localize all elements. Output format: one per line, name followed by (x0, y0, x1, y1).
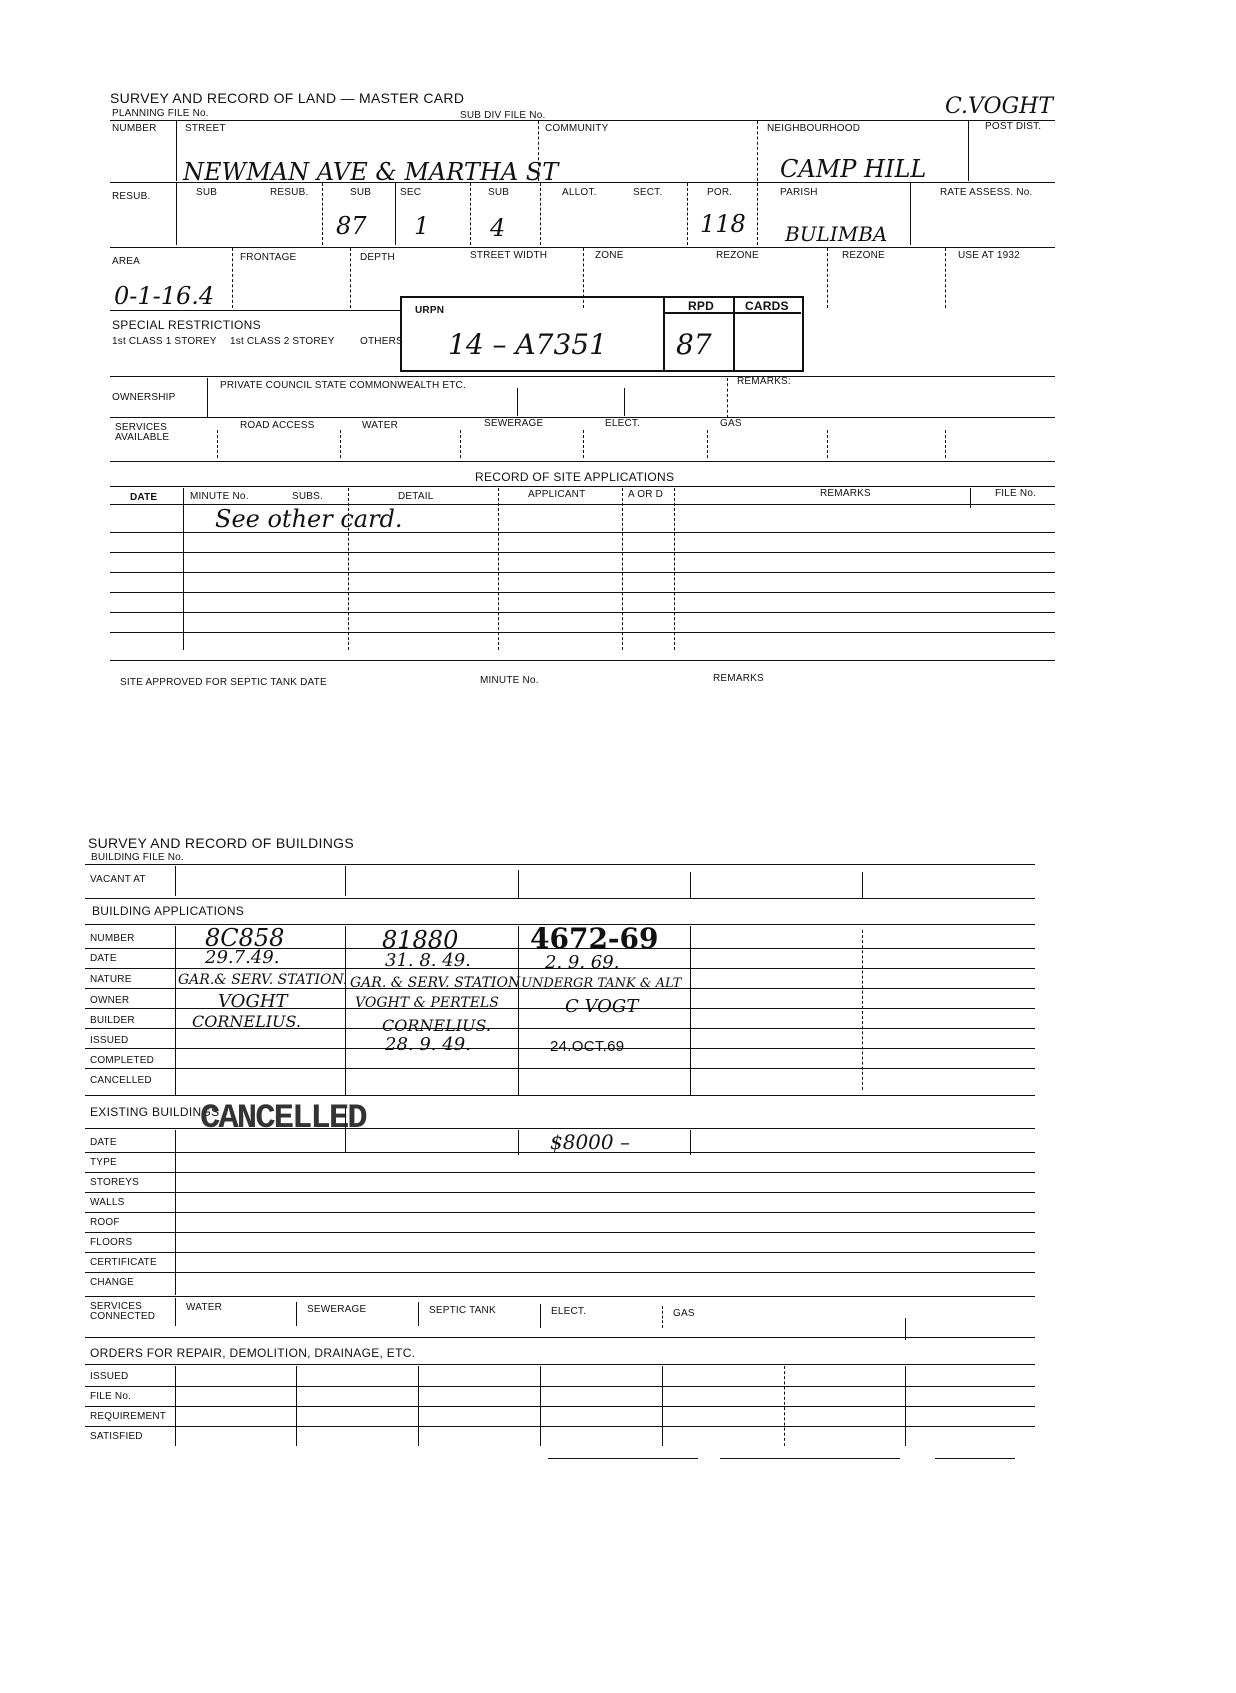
class2-label: 1st CLASS 2 STOREY (230, 336, 335, 347)
app-row-completed: COMPLETED (90, 1055, 155, 1066)
existing-title: EXISTING BUILDINGS (90, 1105, 220, 1119)
app2-nature: GAR. & SERV. STATION (350, 975, 521, 991)
planning-file-label: PLANNING FILE No. (112, 108, 209, 119)
app-row-cancelled: CANCELLED (90, 1075, 152, 1086)
sec-label: SEC (400, 187, 422, 198)
app3-number: 4672-69 (530, 922, 659, 955)
record-site-title: RECORD OF SITE APPLICATIONS (475, 470, 675, 484)
zone-label: ZONE (595, 250, 624, 261)
rate-assess-label: RATE ASSESS. No. (940, 187, 1033, 198)
order-row-file: FILE No. (90, 1391, 132, 1402)
sub-value: 87 (336, 212, 367, 240)
site-col-detail: DETAIL (398, 491, 434, 502)
elect-label: ELECT. (605, 418, 641, 429)
app2-builder: CORNELIUS. (382, 1016, 491, 1035)
app-row-nature: NATURE (90, 974, 132, 985)
rpd-value: 87 (676, 328, 712, 361)
land-card-title: SURVEY AND RECORD OF LAND — MASTER CARD (110, 90, 465, 106)
order-row-requirement: REQUIREMENT (90, 1411, 167, 1422)
existing-row-change: CHANGE (90, 1277, 134, 1288)
corner-name: C.VOGHT (945, 94, 1054, 119)
app3-nature: UNDERGR TANK & ALT (521, 976, 682, 991)
app3-owner: C VOGT (565, 996, 639, 1017)
street-value: NEWMAN AVE & MARTHA ST (183, 158, 559, 186)
sect-label: SECT. (633, 187, 663, 198)
existing-row-floors: FLOORS (90, 1237, 133, 1248)
rpd-label: RPD (688, 299, 714, 313)
resub2-label: RESUB. (270, 187, 309, 198)
existing-row-walls: WALLS (90, 1197, 125, 1208)
site-col-applicant: APPLICANT (528, 489, 586, 500)
app-row-number: NUMBER (90, 933, 135, 944)
urpn-label: URPN (415, 305, 445, 316)
existing-row-certificate: CERTIFICATE (90, 1257, 157, 1268)
street-width-label: STREET WIDTH (470, 250, 548, 261)
vacant-at-label: VACANT AT (90, 874, 146, 885)
svc-septic: SEPTIC TANK (429, 1305, 496, 1316)
cards-label: CARDS (745, 299, 789, 313)
app1-owner: VOGHT (218, 991, 288, 1012)
app2-owner: VOGHT & PERTELS (355, 995, 499, 1011)
applications-title: BUILDING APPLICATIONS (92, 904, 245, 918)
existing-row-type: TYPE (90, 1157, 117, 1168)
sub-label: SUB (196, 187, 218, 198)
class1-label: 1st CLASS 1 STOREY (112, 336, 217, 347)
remarks-label: REMARKS: (737, 376, 791, 387)
existing-row-storeys: STOREYS (90, 1177, 140, 1188)
svc-sewerage: SEWERAGE (307, 1304, 367, 1315)
building-file-label: BUILDING FILE No. (91, 852, 184, 863)
neighbourhood-value: CAMP HILL (780, 155, 927, 183)
order-row-issued: ISSUED (90, 1371, 129, 1382)
sub3-value: 4 (490, 214, 506, 242)
gas-label: GAS (720, 418, 742, 429)
parish-label: PARISH (780, 187, 818, 198)
app1-nature: GAR.& SERV. STATION. (178, 972, 348, 988)
app2-issued: 28. 9. 49. (385, 1034, 471, 1055)
app2-number: 81880 (382, 926, 459, 954)
order-row-satisfied: SATISFIED (90, 1431, 143, 1442)
site-col-subs: SUBS. (292, 491, 324, 502)
services-connected-label: SERVICES CONNECTED (90, 1301, 156, 1322)
use-at-label: USE AT 1932 (958, 250, 1020, 261)
ownership-label: OWNERSHIP (112, 392, 176, 403)
allot-label: ALLOT. (562, 187, 597, 198)
area-value: 0-1-16.4 (114, 282, 215, 310)
svc-gas: GAS (673, 1308, 695, 1319)
sub3-label: SUB (488, 187, 510, 198)
water-label: WATER (362, 420, 398, 431)
area-label: AREA (112, 256, 141, 267)
depth-label: DEPTH (360, 252, 395, 263)
minute-no-label: MINUTE No. (480, 675, 539, 686)
existing-row-date: DATE (90, 1137, 117, 1148)
app-row-issued: ISSUED (90, 1035, 129, 1046)
por-value: 118 (700, 210, 746, 238)
sub2-label: SUB (350, 187, 372, 198)
community-label: COMMUNITY (545, 123, 609, 134)
site-col-file: FILE No. (995, 488, 1037, 499)
orders-title: ORDERS FOR REPAIR, DEMOLITION, DRAINAGE, ETC. (90, 1346, 416, 1360)
ownership-types-label: PRIVATE COUNCIL STATE COMMONWEALTH ETC. (220, 380, 466, 391)
app-row-owner: OWNER (90, 995, 130, 1006)
street-label: STREET (185, 123, 226, 134)
svc-elect: ELECT. (551, 1306, 587, 1317)
app1-date: 29.7.49. (205, 947, 280, 968)
neighbourhood-label: NEIGHBOURHOOD (767, 123, 861, 134)
site-col-date: DATE (130, 492, 158, 503)
cancelled-stamp: CANCELLED (200, 1100, 366, 1138)
road-access-label: ROAD ACCESS (240, 420, 315, 431)
number-label: NUMBER (112, 123, 157, 134)
existing-value: $8000 – (550, 1130, 630, 1154)
rezone2-label: REZONE (842, 250, 885, 261)
site-col-a-or-d: A OR D (628, 489, 664, 500)
resub-label: RESUB. (112, 191, 151, 202)
parish-value: BULIMBA (785, 222, 888, 246)
svc-water: WATER (186, 1302, 222, 1313)
subdiv-file-label: SUB DIV FILE No. (460, 110, 546, 121)
sec-value: 1 (414, 212, 430, 240)
site-col-minute: MINUTE No. (190, 491, 249, 502)
special-restrictions-label: SPECIAL RESTRICTIONS (112, 318, 261, 332)
app1-builder: CORNELIUS. (192, 1012, 301, 1031)
app3-issued: 24.OCT.69 (550, 1038, 625, 1055)
app2-date: 31. 8. 49. (385, 950, 471, 971)
services-label: SERVICES AVAILABLE (115, 422, 170, 443)
app-row-builder: BUILDER (90, 1015, 135, 1026)
urpn-value: 14 – A7351 (448, 328, 607, 361)
existing-row-roof: ROOF (90, 1217, 120, 1228)
building-card-title: SURVEY AND RECORD OF BUILDINGS (88, 835, 354, 851)
post-dist-label: POST DIST. (985, 121, 1042, 132)
remarks2-label: REMARKS (713, 673, 764, 684)
app3-date: 2. 9. 69. (545, 952, 620, 973)
por-label: POR. (707, 187, 733, 198)
app-row-date: DATE (90, 953, 117, 964)
septic-label: SITE APPROVED FOR SEPTIC TANK DATE (120, 677, 327, 688)
site-col-remarks: REMARKS (820, 488, 871, 499)
site-entry: See other card. (215, 505, 403, 533)
others-label: OTHERS (360, 336, 403, 347)
frontage-label: FRONTAGE (240, 252, 297, 263)
sewerage-label: SEWERAGE (484, 418, 544, 429)
app1-number: 8C858 (205, 924, 285, 952)
rezone1-label: REZONE (716, 250, 759, 261)
